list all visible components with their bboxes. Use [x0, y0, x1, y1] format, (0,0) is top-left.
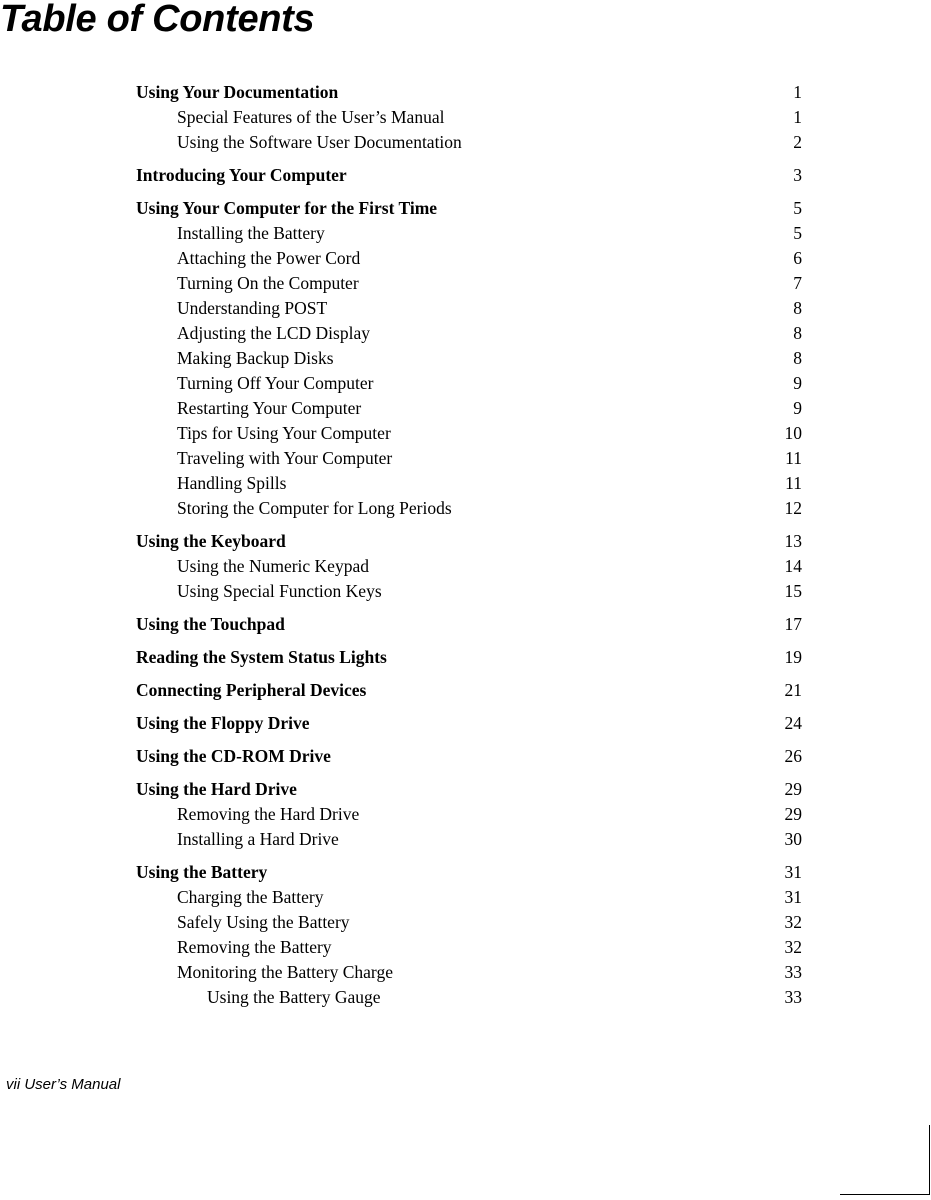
toc-page-number: 24 [784, 713, 802, 733]
toc-section-entry[interactable] [136, 130, 802, 155]
toc-page-number: 8 [793, 323, 802, 343]
toc-entry-title: Using the Floppy Drive [136, 713, 310, 733]
toc-entry-title: Using the Touchpad [136, 614, 285, 634]
toc-section-entry[interactable] [136, 296, 802, 321]
toc-page-number: 5 [793, 223, 802, 243]
toc-page-number: 15 [784, 581, 802, 601]
toc-page-number: 2 [793, 132, 802, 152]
toc-page-number: 6 [793, 248, 802, 268]
toc-page-number: 33 [784, 987, 802, 1007]
toc-section-entry[interactable] [136, 579, 802, 604]
toc-entry-title: Turning Off Your Computer [177, 373, 374, 393]
toc-entry-title: Safely Using the Battery [177, 912, 350, 932]
toc-chapter-entry[interactable] [136, 678, 802, 703]
toc-section-entry[interactable] [136, 960, 802, 985]
toc-section-entry[interactable] [136, 827, 802, 852]
toc-section-entry[interactable] [136, 246, 802, 271]
toc-section-entry[interactable] [136, 396, 802, 421]
toc-entry-title: Introducing Your Computer [136, 165, 347, 185]
toc-page-number: 11 [785, 448, 802, 468]
toc-entry-title: Restarting Your Computer [177, 398, 362, 418]
crop-mark [840, 1194, 930, 1195]
toc-page-number: 7 [793, 273, 802, 293]
toc-entry-title: Using the Software User Documentation [177, 132, 462, 152]
toc-entry-title: Using the Battery Gauge [207, 987, 381, 1007]
toc-page-number: 29 [784, 779, 802, 799]
toc-page-number: 8 [793, 298, 802, 318]
toc-page-number: 17 [784, 614, 802, 634]
toc-section-entry[interactable] [136, 885, 802, 910]
toc-page-number: 30 [784, 829, 802, 849]
toc-section-entry[interactable] [136, 105, 802, 130]
toc-chapter-entry[interactable] [136, 645, 802, 670]
toc-chapter-entry[interactable] [136, 196, 802, 221]
toc-page-number: 1 [793, 82, 802, 102]
toc-page-number: 21 [784, 680, 802, 700]
toc-chapter-entry[interactable] [136, 860, 802, 885]
toc-entry-title: Using Your Documentation [136, 82, 339, 102]
toc-chapter-entry[interactable] [136, 777, 802, 802]
toc-page-number: 11 [785, 473, 802, 493]
toc-entry-title: Removing the Battery [177, 937, 332, 957]
toc-section-entry[interactable] [136, 271, 802, 296]
toc-entry-title: Understanding POST [177, 298, 328, 318]
toc-chapter-entry[interactable] [136, 80, 802, 105]
toc-chapter-entry[interactable] [136, 744, 802, 769]
toc-page-number: 12 [784, 498, 802, 518]
toc-section-entry[interactable] [136, 910, 802, 935]
toc-page-number: 1 [793, 107, 802, 127]
toc-entry-title: Reading the System Status Lights [136, 647, 387, 667]
toc-entry-title: Adjusting the LCD Display [177, 323, 370, 343]
toc-section-entry[interactable] [136, 221, 802, 246]
toc-entry-title: Using Special Function Keys [177, 581, 382, 601]
toc-page-number: 8 [793, 348, 802, 368]
toc-page-number: 31 [784, 862, 802, 882]
toc-section-entry[interactable] [136, 371, 802, 396]
toc-page-number: 32 [784, 912, 802, 932]
toc-section-entry[interactable] [136, 802, 802, 827]
toc-entry-title: Installing the Battery [177, 223, 325, 243]
toc-chapter-entry[interactable] [136, 163, 802, 188]
toc-page-number: 9 [793, 398, 802, 418]
toc-entry-title: Using the Hard Drive [136, 779, 297, 799]
toc-entry-title: Using the CD-ROM Drive [136, 746, 331, 766]
toc-chapter-entry[interactable] [136, 529, 802, 554]
toc-page-number: 13 [784, 531, 802, 551]
toc-page-number: 31 [784, 887, 802, 907]
toc-page-number: 26 [784, 746, 802, 766]
toc-page-number: 9 [793, 373, 802, 393]
table-of-contents [136, 80, 802, 1010]
toc-page-number: 29 [784, 804, 802, 824]
toc-page-number: 10 [784, 423, 802, 443]
toc-page-number: 33 [784, 962, 802, 982]
page-footer: vii User’s Manual [6, 1076, 121, 1093]
toc-section-entry[interactable] [136, 421, 802, 446]
toc-entry-title: Using the Battery [136, 862, 268, 882]
toc-entry-title: Using the Keyboard [136, 531, 286, 551]
toc-entry-title: Charging the Battery [177, 887, 324, 907]
toc-section-entry[interactable] [136, 554, 802, 579]
toc-entry-title: Turning On the Computer [177, 273, 359, 293]
toc-section-entry[interactable] [136, 985, 802, 1010]
toc-chapter-entry[interactable] [136, 612, 802, 637]
crop-mark [929, 1125, 930, 1195]
toc-entry-title: Connecting Peripheral Devices [136, 680, 367, 700]
toc-entry-title: Tips for Using Your Computer [177, 423, 391, 443]
toc-section-entry[interactable] [136, 321, 802, 346]
toc-chapter-entry[interactable] [136, 711, 802, 736]
page-title: Table of Contents [0, 0, 315, 40]
toc-section-entry[interactable] [136, 496, 802, 521]
toc-entry-title: Making Backup Disks [177, 348, 334, 368]
toc-entry-title: Storing the Computer for Long Periods [177, 498, 452, 518]
toc-section-entry[interactable] [136, 471, 802, 496]
toc-entry-title: Handling Spills [177, 473, 287, 493]
toc-page-number: 19 [784, 647, 802, 667]
toc-entry-title: Attaching the Power Cord [177, 248, 361, 268]
toc-section-entry[interactable] [136, 446, 802, 471]
toc-entry-title: Removing the Hard Drive [177, 804, 360, 824]
toc-entry-title: Monitoring the Battery Charge [177, 962, 393, 982]
toc-entry-title: Installing a Hard Drive [177, 829, 339, 849]
toc-entry-title: Using the Numeric Keypad [177, 556, 369, 576]
toc-page-number: 32 [784, 937, 802, 957]
toc-page-number: 5 [793, 198, 802, 218]
toc-section-entry[interactable] [136, 346, 802, 371]
toc-section-entry[interactable] [136, 935, 802, 960]
toc-entry-title: Using Your Computer for the First Time [136, 198, 438, 218]
toc-entry-title: Special Features of the User’s Manual [177, 107, 445, 127]
toc-page-number: 14 [784, 556, 802, 576]
toc-entry-title: Traveling with Your Computer [177, 448, 393, 468]
toc-page-number: 3 [793, 165, 802, 185]
